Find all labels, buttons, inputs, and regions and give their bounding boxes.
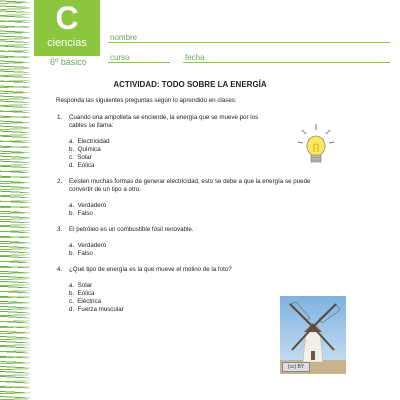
- question-1-option-a[interactable]: [69, 138, 110, 146]
- page-title: ACTIVIDAD: TODO SOBRE LA ENERGÍA: [113, 80, 267, 89]
- logo-letter: C: [55, 0, 79, 36]
- option-text: Eólica: [77, 162, 95, 169]
- question-3-option-a[interactable]: [69, 242, 106, 250]
- lightbulb-icon: [296, 122, 336, 172]
- option-letter: b.: [69, 250, 75, 257]
- grade-label: 6º básico: [50, 57, 87, 67]
- question-3-option-b[interactable]: [69, 250, 93, 258]
- question-4-option-b[interactable]: [69, 290, 94, 298]
- option-letter: b.: [69, 210, 75, 217]
- course-line[interactable]: [108, 62, 170, 63]
- question-2-option-b[interactable]: [69, 210, 93, 218]
- date-line[interactable]: [183, 62, 390, 63]
- option-text: Falso: [77, 250, 93, 257]
- question-1-line2: cables se llama:: [69, 122, 114, 129]
- option-letter: a.: [69, 282, 75, 289]
- option-letter: c.: [69, 154, 74, 161]
- option-text: Eléctrica: [77, 298, 102, 305]
- option-text: Eólica: [77, 290, 95, 297]
- subject-logo: [34, 0, 100, 56]
- question-2-line1: Existen muchas formas de generar electricidad, esto se debe a que la energía se puede: [69, 178, 311, 185]
- question-3-line1: El petróleo es un combustible fósil renovable.: [69, 226, 194, 233]
- question-1-number: 1.: [57, 114, 63, 121]
- option-letter: d.: [69, 306, 75, 313]
- question-4-option-c[interactable]: [69, 298, 101, 306]
- option-text: Fuerza muscular: [77, 306, 124, 313]
- option-text: Química: [77, 146, 101, 153]
- question-2-option-a[interactable]: [69, 202, 106, 210]
- option-letter: a.: [69, 138, 75, 145]
- question-2-number: 2.: [57, 178, 63, 185]
- question-3-number: 3.: [57, 226, 63, 233]
- option-letter: a.: [69, 202, 75, 209]
- name-label: nombre: [110, 33, 138, 42]
- question-1-option-d[interactable]: [69, 162, 94, 170]
- option-text: Solar: [77, 154, 92, 161]
- option-letter: b.: [69, 290, 75, 297]
- option-letter: c.: [69, 298, 74, 305]
- grass-border: [0, 0, 30, 400]
- date-label: fecha: [185, 53, 205, 62]
- option-letter: a.: [69, 242, 75, 249]
- question-4-line1: ¿Qué tipo de energía es la que mueve el molino de la foto?: [69, 266, 232, 273]
- question-4-number: 4.: [57, 266, 63, 273]
- instructions: Responda las siguientes preguntas según lo aprendido en clases:: [56, 97, 237, 104]
- question-1-option-c[interactable]: [69, 154, 92, 162]
- option-text: Solar: [77, 282, 93, 289]
- option-text: Verdadero: [77, 202, 107, 209]
- option-text: Verdadero: [77, 242, 107, 249]
- question-1-option-b[interactable]: [69, 146, 101, 154]
- question-2-line2: convertir de un tipo a otro.: [69, 186, 141, 193]
- creative-commons-badge: (cc) BY: [282, 362, 310, 372]
- option-text: Electricidad: [77, 138, 110, 145]
- option-text: Falso: [77, 210, 93, 217]
- question-1-line1: Cuando una ampolleta se enciende, la energía que se mueve por los: [69, 114, 259, 121]
- logo-subject: ciencias: [47, 37, 87, 49]
- name-line[interactable]: [108, 42, 390, 43]
- option-letter: b.: [69, 146, 75, 153]
- question-4-option-a[interactable]: [69, 282, 92, 290]
- option-letter: d.: [69, 162, 75, 169]
- question-4-option-d[interactable]: [69, 306, 124, 314]
- course-label: curso: [110, 53, 130, 62]
